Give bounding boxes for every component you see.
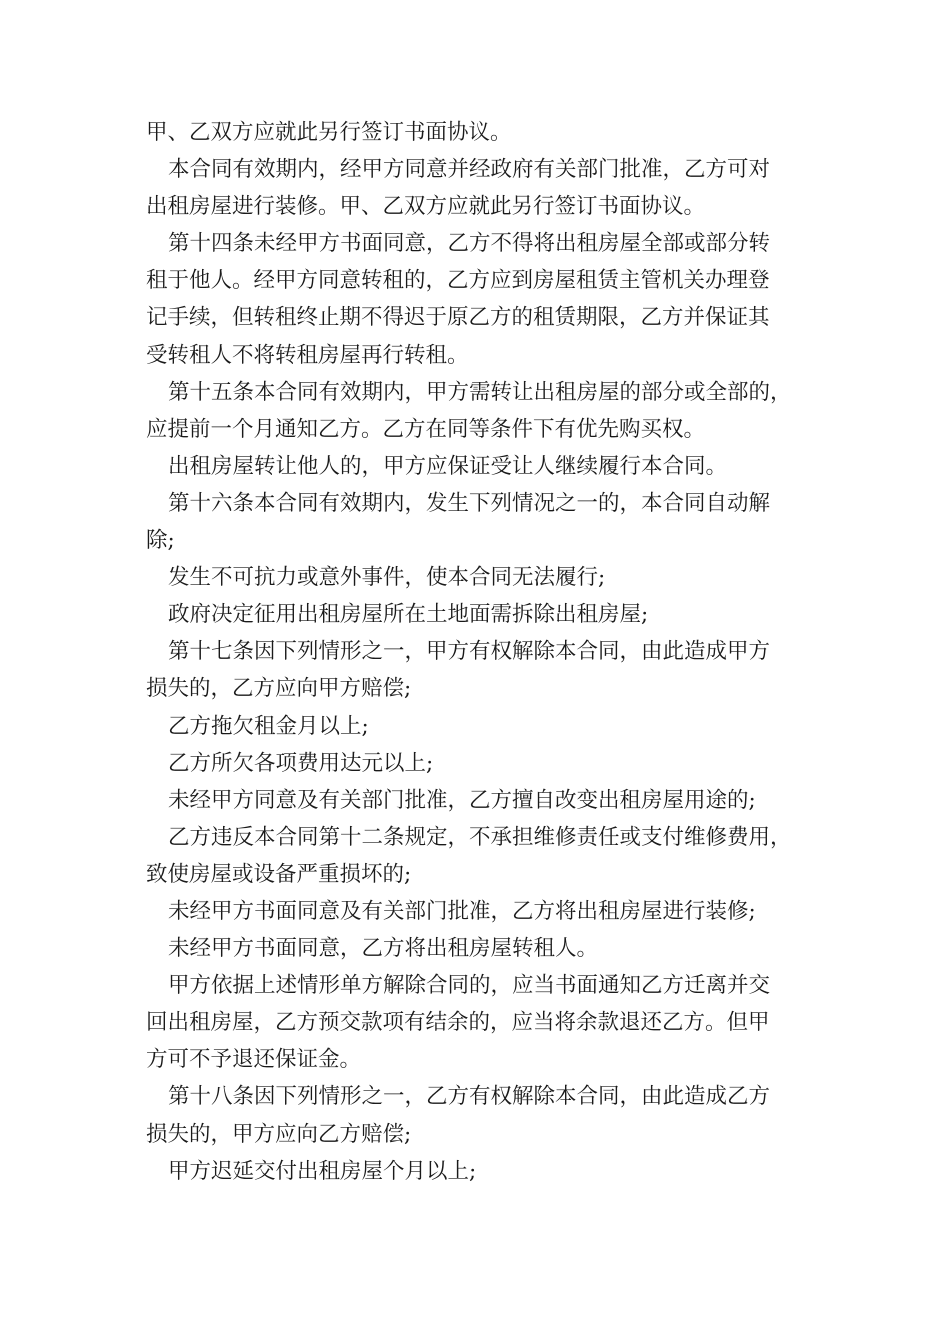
- text-line: 甲方依据上述情形单方解除合同的，应当书面通知乙方迁离并交: [168, 973, 771, 999]
- text-line: 租于他人。经甲方同意转租的，乙方应到房屋租赁主管机关办理登: [146, 268, 770, 294]
- text-line: 第十八条因下列情形之一，乙方有权解除本合同，由此造成乙方: [168, 1084, 771, 1110]
- text-line: 致使房屋或设备严重损坏的;: [146, 861, 412, 887]
- text-line: 第十六条本合同有效期内，发生下列情况之一的，本合同自动解: [168, 490, 771, 516]
- text-line: 乙方所欠各项费用达元以上;: [168, 750, 434, 776]
- text-line: 甲方迟延交付出租房屋个月以上;: [168, 1158, 477, 1184]
- text-line: 损失的，乙方应向甲方赔偿;: [146, 676, 412, 702]
- text-line: 未经甲方书面同意及有关部门批准，乙方将出租房屋进行装修;: [168, 898, 756, 924]
- text-line: 乙方违反本合同第十二条规定，不承担维修责任或支付维修费用，: [168, 824, 792, 850]
- text-line: 方可不予退还保证金。: [146, 1047, 362, 1073]
- text-line: 损失的，甲方应向乙方赔偿;: [146, 1121, 412, 1147]
- text-line: 除;: [146, 528, 175, 554]
- text-line: 未经甲方书面同意，乙方将出租房屋转租人。: [168, 936, 599, 962]
- text-line: 出租房屋转让他人的，甲方应保证受让人继续履行本合同。: [168, 453, 728, 479]
- text-line: 第十四条未经甲方书面同意，乙方不得将出租房屋全部或部分转: [168, 231, 771, 257]
- text-line: 甲、乙双方应就此另行签订书面协议。: [146, 120, 512, 145]
- text-line: 应提前一个月通知乙方。乙方在同等条件下有优先购买权。: [146, 416, 706, 442]
- text-line: 乙方拖欠租金月以上;: [168, 713, 369, 739]
- text-line: 本合同有效期内，经甲方同意并经政府有关部门批准，乙方可对: [168, 157, 771, 183]
- contract-text-body: [146, 114, 836, 1190]
- text-line: 第十五条本合同有效期内，甲方需转让出租房屋的部分或全部的，: [168, 379, 792, 405]
- text-line: 记手续，但转租终止期不得迟于原乙方的租赁期限，乙方并保证其: [146, 305, 770, 331]
- text-line: 回出租房屋，乙方预交款项有结余的，应当将余款退还乙方。但甲: [146, 1010, 770, 1036]
- text-line: 出租房屋进行装修。甲、乙双方应就此另行签订书面协议。: [146, 194, 706, 220]
- text-line: 受转租人不将转租房屋再行转租。: [146, 342, 469, 368]
- text-line: 第十七条因下列情形之一，甲方有权解除本合同，由此造成甲方: [168, 639, 771, 665]
- text-line: 政府决定征用出租房屋所在土地面需拆除出租房屋;: [168, 602, 649, 628]
- text-line: 未经甲方同意及有关部门批准，乙方擅自改变出租房屋用途的;: [168, 787, 756, 813]
- text-line: 发生不可抗力或意外事件，使本合同无法履行;: [168, 565, 606, 591]
